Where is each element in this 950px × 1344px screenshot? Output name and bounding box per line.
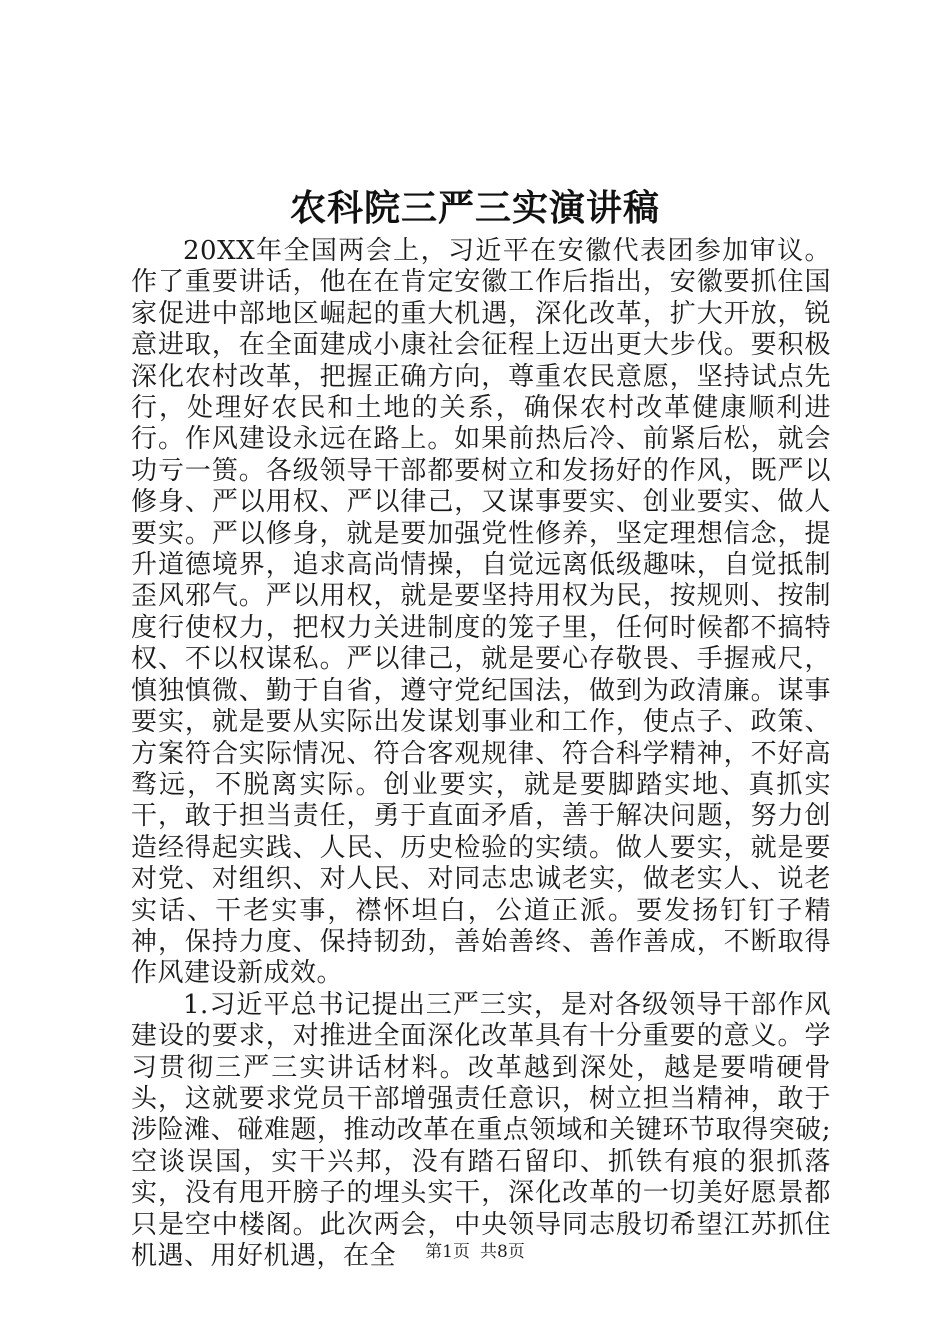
page-number: 第1页 xyxy=(425,1242,470,1262)
page-total: 共8页 xyxy=(480,1242,525,1262)
page-footer xyxy=(0,1240,950,1264)
paragraph-2: 1.习近平总书记提出三严三实，是对各级领导干部作风建设的要求，对推进全面深化改革具有十分重要的意义。学习贯彻三严三实讲话材料。改革越到深处，越是要啃硬骨头，这就要求党员干部增强责任意识，树立担当精神，敢于涉险滩、碰难题，推动改革在重点领域和关键环节取得突破;空谈误国，实干兴邦，没有踏石留印、抓铁有痕的狠抓落实，没有甩开膀子的埋头实干，深化改革的一切美好愿景都只是空中楼阁。此次两会，中央领导同志殷切希望江苏抓住机遇、用好机遇，在全 xyxy=(131,989,831,1271)
document-title: 农科院三严三实演讲稿 xyxy=(289,187,660,229)
document-body xyxy=(131,236,831,1272)
paragraph-1: 20XX年全国两会上，习近平在安徽代表团参加审议。作了重要讲话，他在在肯定安徽工作后指出，安徽要抓住国家促进中部地区崛起的重大机遇，深化改革，扩大开放，锐意进取，在全面建成小康社会征程上迈出更大步伐。要积极深化农村改革，把握正确方向，尊重农民意愿，坚持试点先行，处理好农民和土地的关系，确保农村改革健康顺利进行。作风建设永远在路上。如果前热后冷、前紧后松，就会功亏一篑。各级领导干部都要树立和发扬好的作风，既严以修身、严以用权、严以律己，又谋事要实、创业要实、做人要实。严以修身，就是要加强党性修养，坚定理想信念，提升道德境界，追求高尚情操，自觉远离低级趣味，自觉抵制歪风邪气。严以用权，就是要坚持用权为民，按规则、按制度行使权力，把权力关进制度的笼子里，任何时候都不搞特权、不以权谋私。严以律己，就是要心存敬畏、手握戒尺，慎独慎微、勤于自省，遵守党纪国法，做到为政清廉。谋事要实，就是要从实际出发谋划事业和工作，使点子、政策、方案符合实际情况、符合客观规律、符合科学精神，不好高骛远，不脱离实际。创业要实，就是要脚踏实地、真抓实干，敢于担当责任，勇于直面矛盾，善于解决问题，努力创造经得起实践、人民、历史检验的实绩。做人要实，就是要对党、对组织、对人民、对同志忠诚老实，做老实人、说老实话、干老实事，襟怀坦白，公道正派。要发扬钉钉子精神，保持力度、保持韧劲，善始善终、善作善成，不断取得作风建设新成效。 xyxy=(131,236,831,989)
